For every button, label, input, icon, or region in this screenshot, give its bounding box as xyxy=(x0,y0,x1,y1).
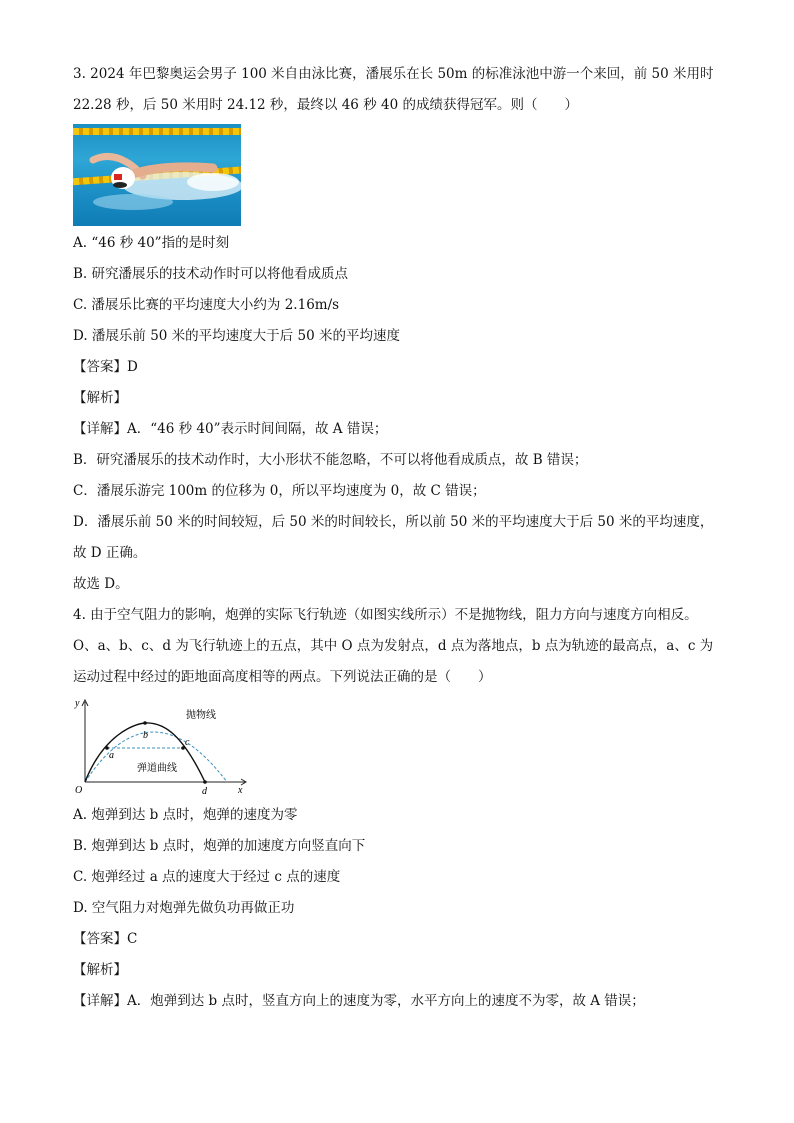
q4-analysis-a: 【详解】A．炮弹到达 b 点时，竖直方向上的速度为零，水平方向上的速度不为零，故 A 错误； xyxy=(73,993,645,1009)
q3-option-c: C. 潘展乐比赛的平均速度大小约为 2.16m/s xyxy=(73,297,340,313)
swimmer-graphic xyxy=(73,124,241,226)
q3-stem-line1: 3. 2024 年巴黎奥运会男子 100 米自由泳比赛，潘展乐在长 50m 的标准泳池中游一个来回，前 50 米用时 xyxy=(73,66,714,82)
point-c-label: c xyxy=(185,737,190,748)
q3-analysis-a: 【详解】A．“46 秒 40”表示时间间隔，故 A 错误； xyxy=(73,421,388,437)
point-b-label: b xyxy=(143,730,148,741)
q3-analysis-label: 【解析】 xyxy=(73,390,127,406)
point-a-label: a xyxy=(109,750,114,761)
x-axis-label: x xyxy=(238,785,243,794)
q4-option-b: B. 炮弹到达 b 点时，炮弹的加速度方向竖直向下 xyxy=(73,838,366,854)
q3-analysis-d: D．潘展乐前 50 米的时间较短，后 50 米的时间较长，所以前 50 米的平均速度大于后 50 米的平均速度， xyxy=(73,514,714,530)
point-d xyxy=(203,780,207,784)
q3-option-a: A. “46 秒 40”指的是时刻 xyxy=(73,235,230,251)
point-b xyxy=(143,721,147,725)
q3-option-b: B. 研究潘展乐的技术动作时可以将他看成质点 xyxy=(73,266,349,282)
q4-stem-line2: O、a、b、c、d 为飞行轨迹上的五点，其中 O 点为发射点，d 点为落地点，b 点为轨迹的最高点，a、c 为 xyxy=(73,638,714,654)
q4-answer: 【答案】C xyxy=(73,931,138,947)
swimmer-photo xyxy=(73,124,241,226)
point-d-label: d xyxy=(202,786,207,794)
origin-label: O xyxy=(75,785,83,794)
trajectory-diagram xyxy=(73,696,253,794)
q3-analysis-b: B．研究潘展乐的技术动作时，大小形状不能忽略，不可以将他看成质点，故 B 错误； xyxy=(73,452,588,468)
q4-option-c: C. 炮弹经过 a 点的速度大于经过 c 点的速度 xyxy=(73,869,341,885)
q4-option-d: D. 空气阻力对炮弹先做负功再做正功 xyxy=(73,900,295,916)
y-axis-label: y xyxy=(75,698,80,709)
q4-option-a: A. 炮弹到达 b 点时，炮弹的速度为零 xyxy=(73,807,298,823)
q4-stem-line1: 4. 由于空气阻力的影响，炮弹的实际飞行轨迹（如图实线所示）不是抛物线，阻力方向与速度方向相反。 xyxy=(73,607,698,623)
q3-answer: 【答案】D xyxy=(73,359,138,375)
q3-conclusion: 故选 D。 xyxy=(73,576,129,592)
parabola-label: 抛物线 xyxy=(186,710,216,721)
q4-analysis-label: 【解析】 xyxy=(73,962,127,978)
q4-stem-line3: 运动过程中经过的距地面高度相等的两点。下列说法正确的是（ ） xyxy=(73,669,492,685)
q3-stem-line2: 22.28 秒，后 50 米用时 24.12 秒，最终以 46 秒 40 的成绩获得冠军。则（ ） xyxy=(73,97,578,113)
q3-analysis-d-cont: 故 D 正确。 xyxy=(73,545,147,561)
q3-analysis-c: C．潘展乐游完 100m 的位移为 0，所以平均速度为 0，故 C 错误； xyxy=(73,483,486,499)
trajectory-label: 弹道曲线 xyxy=(137,763,177,774)
q3-option-d: D. 潘展乐前 50 米的平均速度大于后 50 米的平均速度 xyxy=(73,328,400,344)
parabola-curve xyxy=(85,732,227,782)
